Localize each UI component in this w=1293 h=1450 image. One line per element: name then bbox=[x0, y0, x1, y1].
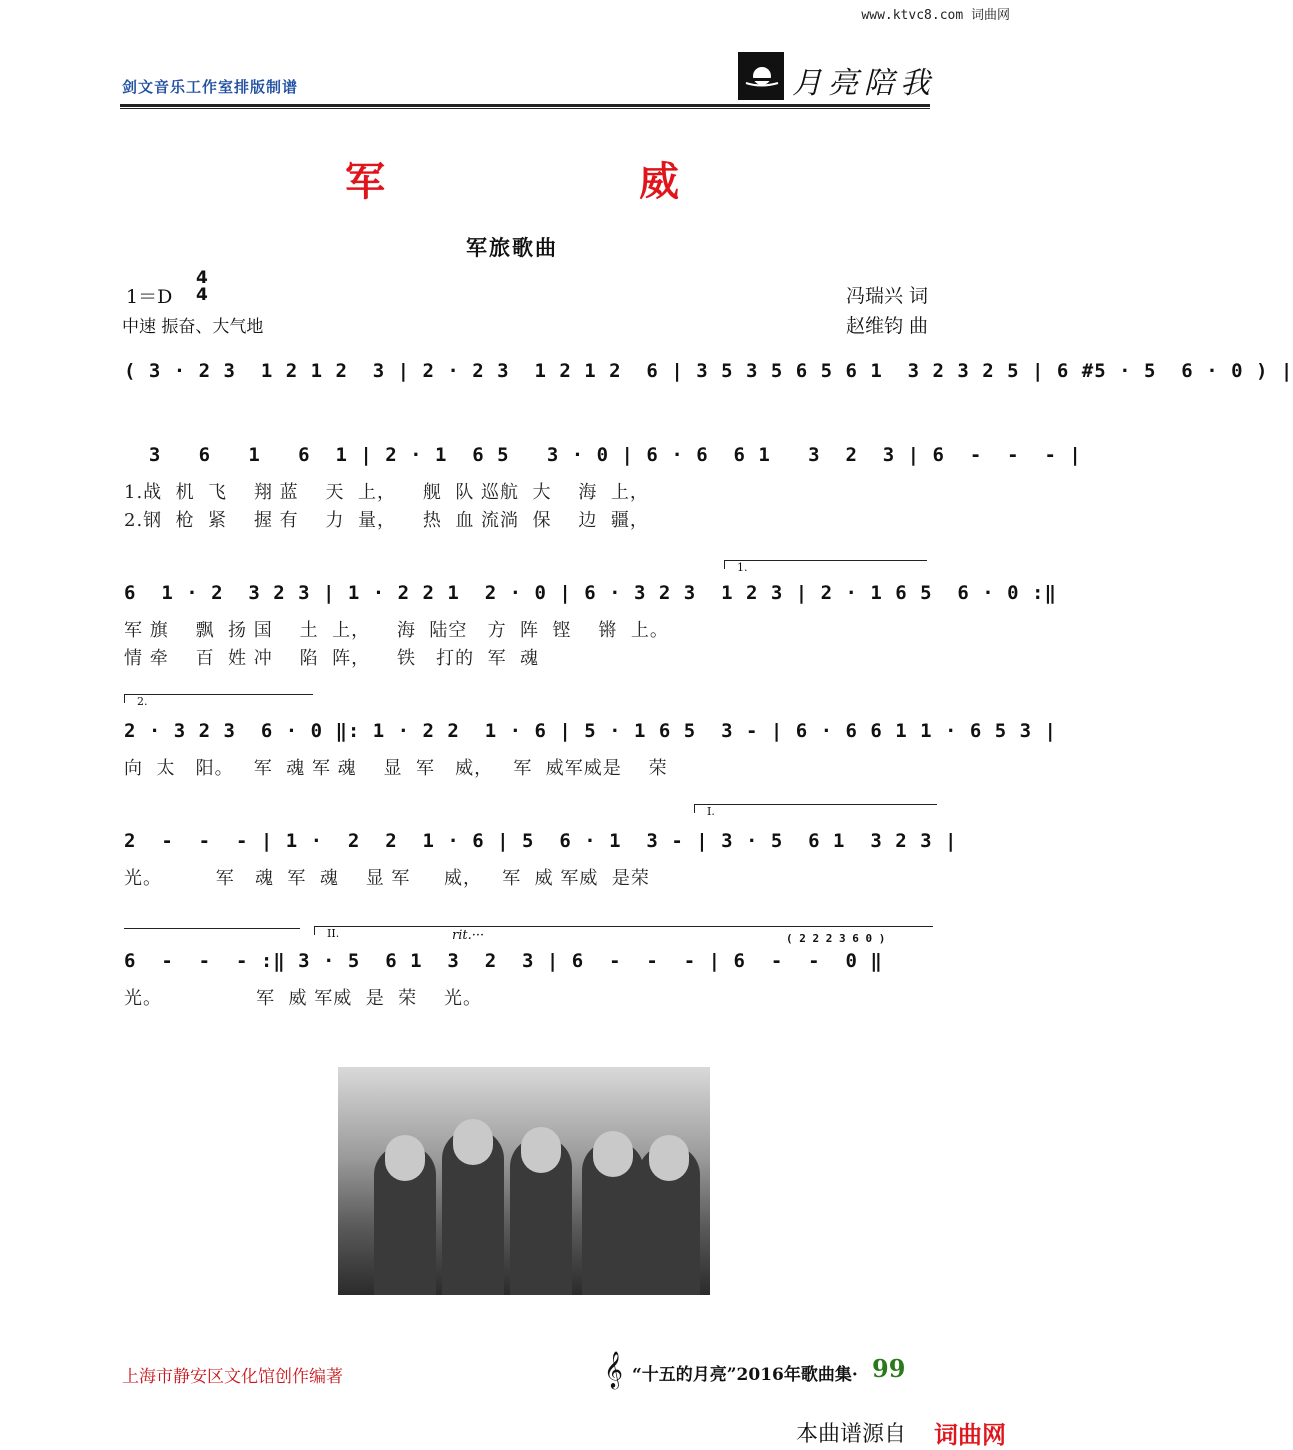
score-row-3-lyric-verse-2: 情 牵 百 姓 冲 陷 阵， 铁 打的 军 魂 bbox=[124, 648, 540, 669]
source-site-link[interactable]: 词曲网 bbox=[934, 1421, 1006, 1449]
pilot-figure bbox=[638, 1145, 700, 1295]
moon-logo-icon bbox=[738, 52, 784, 100]
score-row-6-notes: 6 - - - :‖ 3 · 5 6 1 3 2 3 | 6 - - - | 6 - - 0 ‖ bbox=[124, 950, 883, 972]
volta-ending-II: II. bbox=[314, 926, 933, 935]
score-row-3-notes: 6 1 · 2 3 2 3 | 1 · 2 2 1 2 · 0 | 6 · 3 2 3 1 2 3 | 2 · 1 6 5 6 · 0 :‖ bbox=[124, 582, 1057, 604]
pilots-photo bbox=[338, 1067, 710, 1295]
site-url: www.ktvc8.com 词曲网 bbox=[861, 8, 1010, 23]
time-signature-top: 4 bbox=[196, 268, 208, 288]
tempo-marking: 中速 振奋、大气地 bbox=[122, 317, 264, 337]
pilot-figure bbox=[374, 1145, 436, 1295]
treble-clef-icon: 𝄞 bbox=[604, 1350, 623, 1388]
score-row-5-lyric: 光。 军 魂 军 魂 显 军 威， 军 威 军威 是荣 bbox=[124, 868, 650, 889]
key-signature: 1＝D bbox=[126, 286, 173, 308]
score-row-4-notes: 2 · 3 2 3 6 · 0 ‖: 1 · 2 2 1 · 6 | 5 · 1 6 5 3 - | 6 · 6 6 1 1 · 6 5 3 | bbox=[124, 720, 1057, 742]
page-number: 99 bbox=[872, 1354, 906, 1383]
song-subtitle: 军旅歌曲 bbox=[466, 236, 558, 260]
score-row-2-lyric-verse-2: 2.钢 枪 紧 握 有 力 量， 热 血 流淌 保 边 疆， bbox=[124, 510, 649, 531]
volta-continuation-line bbox=[124, 928, 300, 929]
score-row-2-lyric-verse-1: 1.战 机 飞 翔 蓝 天 上， 舰 队 巡航 大 海 上， bbox=[124, 482, 649, 503]
volta-ending-2: 2. bbox=[124, 694, 313, 703]
time-signature bbox=[196, 270, 208, 304]
pilot-figure bbox=[510, 1137, 572, 1295]
volta-ending-1: 1. bbox=[724, 560, 927, 569]
header-rule bbox=[120, 104, 930, 107]
composer-credit: 赵维钧 曲 bbox=[845, 315, 928, 337]
score-row-1-notes: ( 3 · 2 3 1 2 1 2 3 | 2 · 2 3 1 2 1 2 6 | 3 5 3 5 6 5 6 1 3 2 3 2 5 | 6 #5 · 5 6 · 0 ) | bbox=[124, 360, 1293, 382]
time-signature-bottom: 4 bbox=[196, 285, 208, 305]
header-rule-thin bbox=[120, 108, 930, 109]
studio-credit: 剑文音乐工作室排版制谱 bbox=[122, 78, 299, 96]
song-title: 军 威 bbox=[345, 158, 799, 205]
pilot-figure bbox=[582, 1141, 644, 1295]
ritardando-marking: rit.··· bbox=[452, 928, 485, 943]
lyricist-credit: 冯瑞兴 词 bbox=[845, 285, 928, 307]
collection-title: “十五的月亮”2016年歌曲集· bbox=[632, 1365, 858, 1385]
publisher-credit: 上海市静安区文化馆创作编著 bbox=[122, 1367, 343, 1387]
source-label: 本曲谱源自 bbox=[796, 1422, 907, 1447]
score-row-2-notes: 3 6 1 6 1 | 2 · 1 6 5 3 · 0 | 6 · 6 6 1 3 2 3 | 6 - - - | bbox=[124, 444, 1082, 466]
score-row-3-lyric-verse-1: 军 旗 飘 扬 国 土 上， 海 陆空 方 阵 铿 锵 上。 bbox=[124, 620, 669, 641]
pilot-figure bbox=[442, 1129, 504, 1295]
score-row-6-lyric: 光。 军 威 军威 是 荣 光。 bbox=[124, 988, 483, 1009]
score-row-4-lyric: 向 太 阳。 军 魂 军 魂 显 军 威， 军 威军威是 荣 bbox=[124, 758, 668, 779]
score-row-5-notes: 2 - - - | 1 · 2 2 1 · 6 | 5 6 · 1 3 - | 3 · 5 6 1 3 2 3 | bbox=[124, 830, 958, 852]
ornament-notes: ( 2 2 2 3 6 0 ) bbox=[786, 932, 886, 945]
volta-ending-I: I. bbox=[694, 804, 937, 813]
logo-text: 月亮陪我 bbox=[792, 66, 936, 101]
